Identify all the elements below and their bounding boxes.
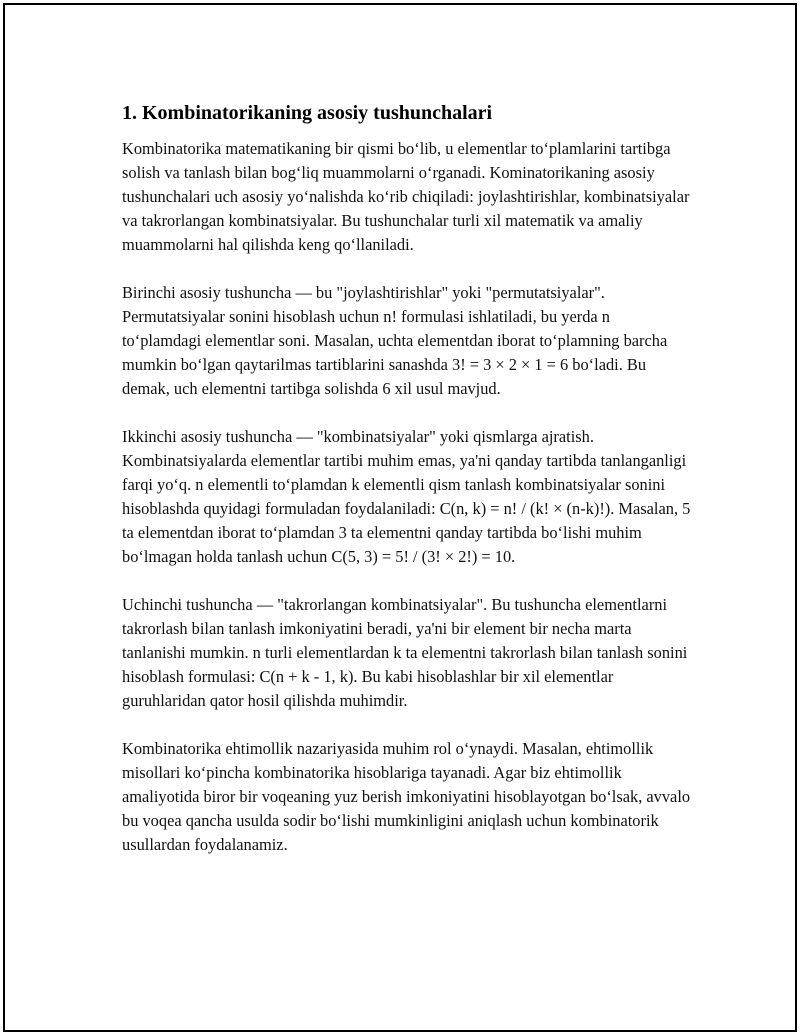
paragraph-permutations: Birinchi asosiy tushuncha — bu "joylashtirishlar" yoki "permutatsiyalar". Permutatsiyalar sonini hisoblash uchun n! formulasi ishlatiladi, bu yerda n to‘plamdagi elementlar soni. Masalan, uchta elementdan iborat to‘plamning barcha mumkin bo‘lgan qaytarilmas tartiblarini sanashda 3! = 3 × 2 × 1 = 6 bo‘ladi. Bu demak, uch elementni tartibga solishda 6 xil usul mavjud.	[122, 283, 668, 398]
paragraph-combinations: Ikkinchi asosiy tushuncha — "kombinatsiyalar" yoki qismlarga ajratish. Kombinatsiyalarda elementlar tartibi muhim emas, ya'ni qanday tartibda tanlanganligi farqi yo‘q. n elementli to‘plamdan k elementli qism tanlash kombinatsiyalar sonini hisoblashda quyidagi formuladan foydalaniladi: C(n, k) = n! / (k! × (n-k)!). Masalan, 5 ta elementdan iborat to‘plamdan 3 ta elementni qanday tartibda bo‘lishi muhim bo‘lmagan holda tanlash uchun C(5, 3) = 5! / (3! × 2!) = 10.	[122, 427, 691, 566]
page-title: 1. Kombinatorikaning asosiy tushunchalari	[122, 102, 493, 124]
document-body	[122, 100, 692, 881]
page-frame	[3, 3, 797, 1032]
paragraph-probability: Kombinatorika ehtimollik nazariyasida muhim rol o‘ynaydi. Masalan, ehtimollik misollari ko‘pincha kombinatorika hisoblariga tayanadi. Agar biz ehtimollik amaliyotida biror bir voqeaning yuz berish imkoniyatini hisoblayotgan bo‘lsak, avvalo bu voqea qancha usulda sodir bo‘lishi mumkinligini aniqlash uchun kombinatorik usullardan foydalanamiz.	[122, 739, 691, 854]
paragraph-repeated-combinations: Uchinchi tushuncha — "takrorlangan kombinatsiyalar". Bu tushuncha elementlarni takrorlash bilan tanlash imkoniyatini beradi, ya'ni bir element bir necha marta tanlanishi mumkin. n turli elementlardan k ta elementni takrorlash bilan tanlash sonini hisoblash formulasi: C(n + k - 1, k). Bu kabi hisoblashlar bir xil elementlar guruhlaridan qator hosil qilishda muhimdir.	[122, 595, 688, 710]
paragraph-intro: Kombinatorika matematikaning bir qismi bo‘lib, u elementlar to‘plamlarini tartibga solish va tanlash bilan bog‘liq muammolarni o‘rganadi. Kominatorikaning asosiy tushunchalari uch asosiy yo‘nalishda ko‘rib chiqiladi: joylashtirishlar, kombinatsiyalar va takrorlangan kombinatsiyalar. Bu tushunchalar turli xil matematik va amaliy muammolarni hal qilishda keng qo‘llaniladi.	[122, 139, 690, 254]
